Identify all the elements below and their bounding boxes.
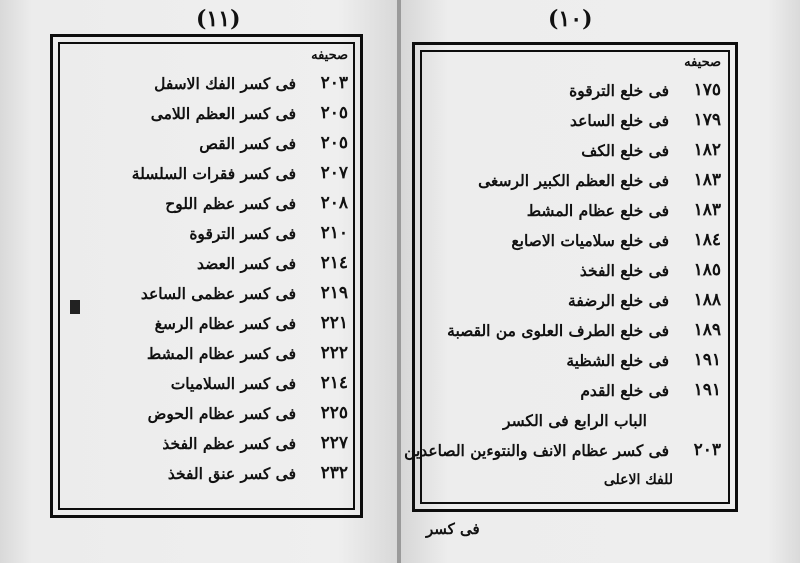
entry-page: ٢١٤ (320, 373, 348, 393)
entry-title: فى كسر عظام الانف والنتوءين الصاعدين (404, 440, 669, 460)
toc-entry (425, 375, 725, 405)
entry-page: ٢١٩ (320, 283, 348, 303)
entry-title: فى خلع الشظية (566, 350, 669, 370)
toc-entry (60, 98, 352, 128)
toc-entry (60, 248, 352, 278)
entry-page: ٢١٤ (320, 253, 348, 273)
toc-entry (60, 128, 352, 158)
toc-entry (425, 135, 725, 165)
page-column-header: صحيفه (684, 55, 721, 70)
entry-page: ٢٢١ (320, 313, 348, 333)
toc-entry (425, 75, 725, 105)
toc-entry (425, 105, 725, 135)
entry-page: ١٨٣ (693, 200, 721, 220)
toc-entry (60, 278, 352, 308)
page-column-header: صحيفه (311, 48, 348, 63)
entry-page: ٢٠٧ (320, 163, 348, 183)
entry-title: فى كسر عظم الفخذ (162, 433, 296, 453)
entry-title: فى كسر القص (199, 133, 296, 153)
chapter-heading: الباب الرابع فى الكسر (503, 410, 647, 430)
right-toc (404, 55, 725, 495)
entry-page: ٢٠٣ (320, 73, 348, 93)
toc-entry (425, 225, 725, 255)
toc-entry (60, 398, 352, 428)
entry-title: فى خلع القدم (580, 380, 669, 400)
entry-title: فى خلع الطرف العلوى من القصبة (447, 320, 669, 340)
toc-entry (60, 218, 352, 248)
entry-page: ٢٢٧ (320, 433, 348, 453)
entry-title: فى كسر عظمى الساعد (140, 283, 296, 303)
entry-page: ١٩١ (693, 350, 721, 370)
entry-title: فى كسر الفك الاسفل (154, 73, 296, 93)
entry-page: ٢٣٢ (320, 463, 348, 483)
entry-page: ١٨٩ (693, 320, 721, 340)
toc-entry (404, 435, 725, 465)
entry-title: فى خلع الفخذ (579, 260, 669, 280)
entry-title: فى كسر الترقوة (189, 223, 296, 243)
entry-page: ٢٠٨ (320, 193, 348, 213)
toc-entry-continuation (425, 465, 725, 495)
entry-page: ١٨٢ (693, 140, 721, 160)
entry-title: فى خلع العظم الكبير الرسغى (478, 170, 669, 190)
chapter-heading-row (425, 405, 725, 435)
entry-title: فى خلع سلاميات الاصابع (511, 230, 669, 250)
toc-entry (60, 68, 352, 98)
entry-title: فى كسر عنق الفخذ (167, 463, 296, 483)
right-page-number: (١٠) (548, 6, 593, 32)
entry-page: ١٨٥ (693, 260, 721, 280)
entry-title: فى كسر عظم اللوح (165, 193, 296, 213)
entry-title-continuation: للفك الاعلى (603, 472, 673, 488)
entry-title: فى كسر عظام الحوض (147, 403, 296, 423)
toc-entry (60, 308, 352, 338)
entry-title: فى كسر عظام الرسغ (154, 313, 296, 333)
entry-page: ٢٠٥ (320, 103, 348, 123)
toc-entry (425, 315, 725, 345)
toc-entry (425, 345, 725, 375)
entry-title: فى كسر فقرات السلسلة (131, 163, 296, 183)
entry-page: ١٨٣ (693, 170, 721, 190)
toc-entry (60, 458, 352, 488)
toc-entry (425, 285, 725, 315)
entry-title: فى خلع الرضفة (568, 290, 669, 310)
entry-page: ١٧٥ (693, 80, 721, 100)
entry-page: ٢٢٥ (320, 403, 348, 423)
entry-title: فى خلع الساعد (569, 110, 669, 130)
book-gutter (397, 0, 401, 563)
toc-entry (60, 368, 352, 398)
entry-page: ١٧٩ (693, 110, 721, 130)
toc-entry (60, 428, 352, 458)
entry-page: ١٨٨ (693, 290, 721, 310)
left-toc (60, 48, 352, 488)
entry-title: فى خلع عظام المشط (526, 200, 669, 220)
left-page-number: (١١) (196, 6, 241, 32)
entry-page: ١٩١ (693, 380, 721, 400)
entry-title: فى خلع الكف (581, 140, 669, 160)
toc-entry (425, 195, 725, 225)
entry-page: ١٨٤ (693, 230, 721, 250)
entry-page: ٢٠٥ (320, 133, 348, 153)
toc-entry (60, 158, 352, 188)
entry-page: ٢٠٣ (693, 440, 721, 460)
toc-entry (60, 338, 352, 368)
entry-title: فى كسر العظم اللامى (150, 103, 296, 123)
toc-entry (425, 255, 725, 285)
toc-entry (60, 188, 352, 218)
entry-page: ٢٢٢ (320, 343, 348, 363)
left-toc-entries (60, 68, 352, 488)
entry-title: فى كسر عظام المشط (146, 343, 296, 363)
catchword: فى كسر (426, 520, 480, 538)
entry-title: فى كسر السلاميات (170, 373, 296, 393)
entry-title: فى خلع الترقوة (569, 80, 669, 100)
toc-entry (425, 165, 725, 195)
entry-page: ٢١٠ (320, 223, 348, 243)
entry-title: فى كسر العضد (197, 253, 296, 273)
